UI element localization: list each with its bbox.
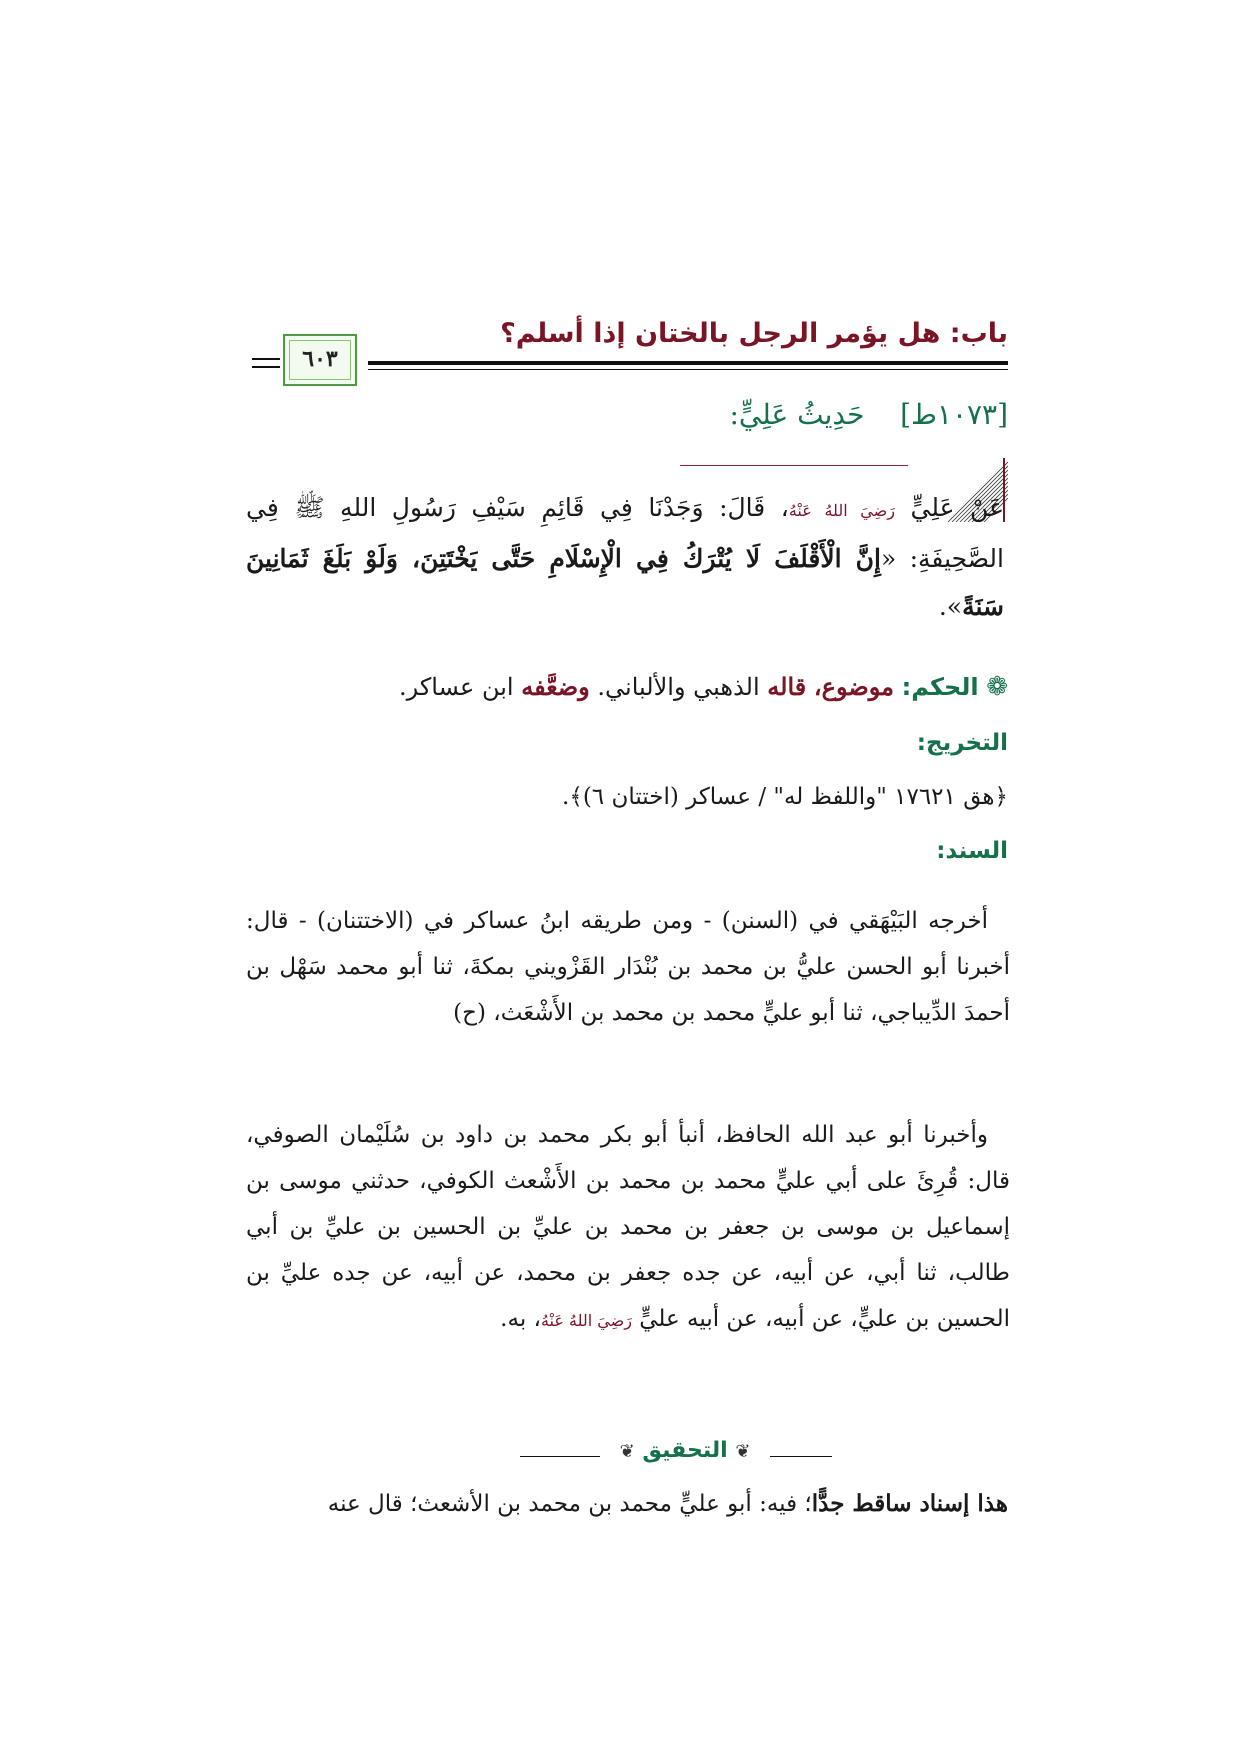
heading-underline	[680, 465, 908, 466]
ruling-label: الحكم:	[901, 673, 979, 701]
page-number: ٦٠٣	[302, 346, 338, 372]
header-rule-thin	[368, 369, 1008, 370]
hadith-text-middle: ، قَالَ: وَجَدْنَا فِي قَائِمِ سَيْفِ رَسُولِ اللهِ ﷺ فِي الصَّحِيفَةِ: «	[246, 493, 1004, 573]
ruling-names: الذهبي والألباني.	[597, 673, 760, 701]
honorific: رَضِيَ اللهُ عَنْهُ	[788, 501, 895, 520]
hadith-text-end: ».	[938, 592, 963, 621]
hadith-text-start: عَنْ عَلِيٍّ	[910, 493, 1004, 522]
chapter-title: باب: هل يؤمر الرجل بالختان إذا أسلم؟	[500, 318, 1008, 349]
sanad-paragraph-2-text: وأخبرنا أبو عبد الله الحافظ، أنبأ أبو بكر محمد بن داود بن سُلَيْمان الصوفي، قال: قُرِئَ على أبي عليٍّ محمد بن محمد بن الأَشْعث الكوفي، حدثني موسى بن إسماعيل بن موسى بن جعفر بن محمد بن عليِّ بن الحسين بن عليِّ بن أبي طالب، ثنا أبي، عن أبيه، عن جده جعفر بن محمد، عن أبيه، عن جده عليِّ بن الحسين بن عليٍّ، عن أبيه، عن أبيه عليٍّ	[246, 1122, 1010, 1332]
header-rule-left	[252, 358, 280, 360]
tahqiq-heading	[530, 1438, 840, 1463]
ruling-weakened: وضعَّفه	[521, 672, 590, 701]
hadith-quote: إِنَّ الْأَقْلَفَ لَا يُتْرَكُ فِي الْإِسْلَامِ حَتَّى يَخْتَتِنَ، وَلَوْ بَلَغَ ثَمَانِينَ سَنَةً	[246, 544, 1004, 621]
header-rule-left-thin	[252, 366, 280, 368]
hadith-number: [١٠٧٣ط]	[900, 398, 1008, 431]
tahqiq-text	[328, 1490, 1008, 1517]
sanad-label: السند:	[936, 838, 1008, 864]
ruling-line	[399, 672, 1008, 702]
hadith-heading	[730, 398, 1009, 431]
ruling-verdict: موضوع،	[813, 672, 894, 701]
page-number-badge	[283, 334, 357, 386]
tahqiq-bold: هذا إسناد ساقط جدًّا	[811, 1490, 1008, 1517]
ruling-weakened-by: ابن عساكر.	[398, 673, 514, 701]
hadith-title: حَدِيثُ عَلِيٍّ:	[729, 398, 865, 431]
sanad-paragraph-1	[246, 898, 1010, 1036]
ornament-icon: ❦	[735, 1441, 751, 1462]
tahqiq-label: التحقيق	[642, 1438, 728, 1463]
flower-ornament-icon: ❁	[986, 672, 1008, 702]
takhrij-line: ﴿هق ١٧٦٢١ "واللفظ له" / عساكر (اختتان ٦)﴾.	[562, 784, 1008, 810]
ornament-icon: ❦	[619, 1441, 635, 1462]
header-rule	[368, 361, 1008, 365]
honorific: رَضِيَ اللهُ عَنْهُ	[540, 1311, 632, 1330]
sanad-paragraph-2	[246, 1112, 1010, 1344]
ruling-said-by: قاله	[767, 672, 807, 701]
sanad-paragraph-2-end: ، به.	[500, 1306, 541, 1332]
hadith-text	[246, 484, 1004, 631]
takhrij-label: التخريج:	[916, 730, 1008, 756]
sanad-paragraph-1-text: أخرجه البَيْهَقي في (السنن) - ومن طريقه ابنُ عساكر في (الاختتنان) - قال: أخبرنا أبو الحسن عليُّ بن محمد بن بُنْدَار القَزْويني بمكةَ، ثنا أبو محمد سَهْل بن أحمدَ الدِّيباجي، ثنا أبو عليٍّ محمد بن محمد بن الأَشْعَث، (ح)	[246, 908, 1010, 1026]
tahqiq-rest: ؛ فيه: أبو عليٍّ محمد بن محمد بن الأشعث؛ قال عنه	[327, 1491, 812, 1517]
